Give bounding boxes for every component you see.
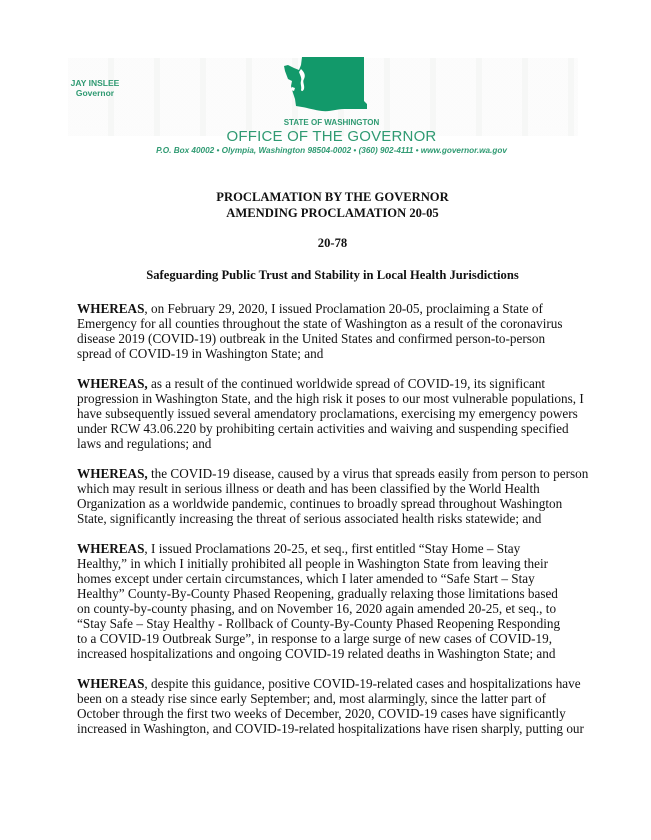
whereas-lead: WHEREAS, xyxy=(77,466,148,481)
line-text: , I issued Proclamations 20-25, et seq., first entitled “Stay Home – Stay xyxy=(144,541,521,556)
washington-state-map-icon xyxy=(284,57,368,113)
whereas-lead: WHEREAS xyxy=(77,676,145,691)
proclamation-title-line2: AMENDING PROCLAMATION 20-05 xyxy=(226,206,439,220)
whereas-lead: WHEREAS xyxy=(77,541,145,556)
paragraph-line xyxy=(77,676,637,691)
whereas-paragraph xyxy=(77,466,637,526)
paragraph-line: State, significantly increasing the threat of serious associated health risks statewide; and xyxy=(77,511,542,526)
paragraph-line: under RCW 43.06.220 by prohibiting certain activities and waiving and suspending specified xyxy=(77,421,569,436)
paragraph-line: laws and regulations; and xyxy=(77,436,212,451)
paragraph-line xyxy=(77,541,637,556)
paragraph-line: homes except under certain circumstances, which I later amended to “Safe Start – Stay xyxy=(77,571,535,586)
governor-title: Governor xyxy=(75,88,115,98)
line-text: the COVID-19 disease, caused by a virus that spreads easily from person to person xyxy=(147,466,589,481)
paragraph-line xyxy=(77,466,637,481)
paragraph-line: Organization as a worldwide pandemic, continues to broadly spread throughout Washington xyxy=(77,496,563,511)
paragraph-line: “Stay Safe – Stay Healthy - Rollback of County-By-County Phased Reopening Responding xyxy=(77,616,561,631)
paragraph-line: to a COVID-19 Outbreak Surge”, in response to a large surge of new cases of COVID-19, xyxy=(77,631,553,646)
paragraph-line: Emergency for all counties throughout the state of Washington as a result of the coronavirus xyxy=(77,316,563,331)
line-text: as a result of the continued worldwide spread of COVID-19, its significant xyxy=(147,376,546,391)
line-text: , despite this guidance, positive COVID-19-related cases and hospitalizations have xyxy=(144,676,581,691)
paragraph-line: disease 2019 (COVID-19) outbreak in the United States and confirmed person-to-person xyxy=(77,331,546,346)
whereas-lead: WHEREAS xyxy=(77,301,145,316)
paragraph-line: been on a steady rise since early September; and, most alarmingly, since the latter part of xyxy=(77,691,546,706)
whereas-lead: WHEREAS, xyxy=(77,376,148,391)
governor-name: JAY INSLEE xyxy=(70,78,120,88)
proclamation-number: 20-78 xyxy=(317,236,348,250)
paragraph-line: on county-by-county phasing, and on November 16, 2020 again amended 20-25, et seq., to xyxy=(77,601,557,616)
whereas-paragraph xyxy=(77,301,637,361)
paragraph-line xyxy=(77,301,637,316)
office-name: OFFICE OF THE GOVERNOR xyxy=(226,128,437,145)
paragraph-line: Healthy,” in which I initially prohibited all people in Washington State from leaving their xyxy=(77,556,549,571)
whereas-paragraph xyxy=(77,541,637,661)
paragraph-line: which may result in serious illness or death and has been classified by the World Health xyxy=(77,481,540,496)
washington-state-map-shape xyxy=(284,57,367,111)
proclamation-title-line1: PROCLAMATION BY THE GOVERNOR xyxy=(216,190,449,204)
paragraph-line: October through the first two weeks of December, 2020, COVID-19 cases have significantly xyxy=(77,706,566,721)
paragraph-line xyxy=(77,376,637,391)
paragraph-line: increased in Washington, and COVID-19-related hospitalizations have risen sharply, putting our xyxy=(77,721,584,736)
proclamation-subtitle: Safeguarding Public Trust and Stability in Local Health Jurisdictions xyxy=(146,268,519,282)
paragraph-line: progression in Washington State, and the high risk it poses to our most vulnerable populations, I xyxy=(77,391,584,406)
paragraph-line: increased hospitalizations and ongoing COVID-19 related deaths in Washington State; and xyxy=(77,646,556,661)
whereas-paragraph xyxy=(77,676,637,736)
whereas-paragraph xyxy=(77,376,637,451)
governor-block xyxy=(62,78,128,98)
line-text: , on February 29, 2020, I issued Proclamation 20-05, proclaiming a State of xyxy=(144,301,543,316)
paragraph-line: spread of COVID-19 in Washington State; and xyxy=(77,346,324,361)
paragraph-line: have subsequently issued several amendatory proclamations, exercising my emergency powers xyxy=(77,406,578,421)
office-address: P.O. Box 40002 • Olympia, Washington 98504-0002 • (360) 902-4111 • www.governor.wa.gov xyxy=(156,146,507,155)
proclamation-body xyxy=(77,301,637,751)
state-name: STATE OF WASHINGTON xyxy=(283,118,380,127)
paragraph-line: Healthy” County-By-County Phased Reopening, gradually relaxing those limitations based xyxy=(77,586,558,601)
